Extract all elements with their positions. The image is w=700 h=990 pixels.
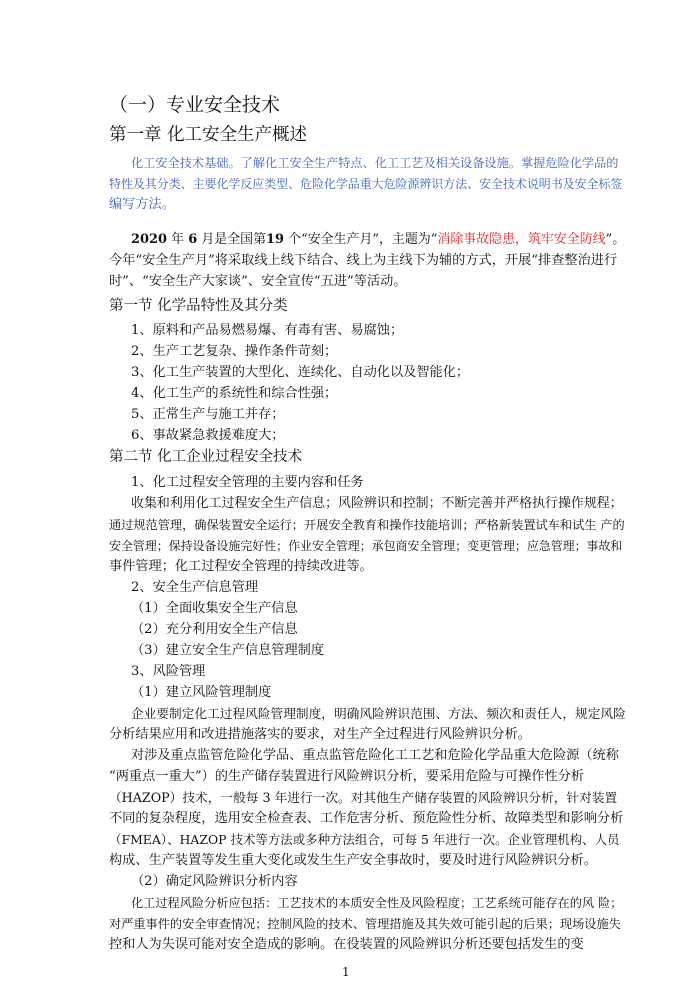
body-line: 分析结果应用和改进措施落实的要求，对生产全过程进行风险辨识分析。 xyxy=(109,727,531,742)
edition-number: 19 xyxy=(266,232,285,247)
list-item: 5、正常生产与施工并存； xyxy=(131,407,285,422)
body-line: 企业要制定化工过程风险管理制度，明确风险辨识范围、方法、频次和责任人，规定风险 xyxy=(131,706,626,721)
intro-line: 编写方法。 xyxy=(109,197,175,212)
list-item: 1、原料和产品易燃易爆、有毒有害、易腐蚀； xyxy=(131,323,404,338)
safety-month-line xyxy=(131,230,625,250)
page-number: 1 xyxy=(342,965,350,979)
list-item: 6、事故紧急救援难度大； xyxy=(131,428,285,443)
sub-item: （2）充分利用安全生产信息 xyxy=(131,622,298,637)
body-line: 对涉及重点监管危险化学品、重点监管危险化工工艺和危险化学品重大危险源（统称 xyxy=(131,748,619,763)
subheading: 1、化工过程安全管理的主要内容和任务 xyxy=(131,475,364,490)
subheading: 2、安全生产信息管理 xyxy=(131,580,259,595)
body-line: （HAZOP）技术，一般每 3 年进行一次。对其他生产储存装置的风险辨识分析，针对装置 xyxy=(109,790,618,805)
theme-text: 消除事故隐患，筑牢安全防线 xyxy=(437,232,606,247)
sub-item: （2）确定风险辨识分析内容 xyxy=(131,874,298,889)
text-segment: ”。 xyxy=(605,232,626,247)
body-line: 安全管理；保持设备设施完好性；作业安全管理；承包商安全管理；变更管理；应急管理；事故和 xyxy=(109,539,623,553)
body-line: 对严重事件的安全审查情况；控制风险的技术、管理措施及其失效可能引起的后果；现场设施失 xyxy=(109,917,621,931)
section1-title: 第一节 化学品特性及其分类 xyxy=(109,298,288,314)
list-item: 3、化工生产装置的大型化、连续化、自动化以及智能化； xyxy=(131,365,470,380)
safety-month-line: 今年“安全生产月”将采取线上线下结合、线上为主线下为辅的方式，开展“排查整治进行 xyxy=(109,253,618,268)
body-line: 通过规范管理，确保装置安全运行；开展安全教育和操作技能培训；严格新装置试车和试生 产的 xyxy=(109,518,625,532)
body-line: “两重点一重大”）的生产储存装置进行风险辨识分析，要采用危险与可操作性分析 xyxy=(109,769,585,784)
month-value: 6 xyxy=(188,232,198,247)
text-segment: 月是全国第 xyxy=(197,232,267,247)
body-line: 收集和利用化工过程安全生产信息；风险辨识和控制；不断完善并严格执行操作规程； xyxy=(131,496,623,511)
list-item: 2、生产工艺复杂、操作条件苛刻； xyxy=(131,344,338,359)
sub-item: （1）全面收集安全生产信息 xyxy=(131,601,298,616)
section2-title: 第二节 化工企业过程安全技术 xyxy=(109,449,303,465)
text-segment: 年 xyxy=(167,232,189,247)
body-line: 不同的复杂程度，选用安全检查表、工作危害分析、预危险性分析、故障类型和影响分析 xyxy=(109,811,624,826)
intro-line: 化工安全技术基础。了解化工安全生产特点、化工工艺及相关设备设施。掌握危险化学品的 xyxy=(131,156,619,170)
text-segment: 个“安全生产月”，主题为“ xyxy=(284,232,438,247)
body-line: 化工过程风险分析应包括：工艺技术的本质安全性及风险程度；工艺系统可能存在的风 险； xyxy=(131,896,623,910)
body-line: 控和人为失误可能对安全造成的影响。在役装置的风险辨识分析还要包括发生的变 xyxy=(109,937,584,952)
body-line: （FMEA）、HAZOP 技术等方法或多种方法组合，可每 5 年进行一次。企业管理机构、人员 xyxy=(109,832,620,847)
year-value: 2020 xyxy=(131,232,168,247)
section-title: （一）专业安全技术 xyxy=(109,94,281,116)
intro-line: 特性及其分类、主要化学反应类型、危险化学品重大危险源辨识方法、安全技术说明书及安全标签 xyxy=(109,177,623,191)
chapter-title: 第一章 化工安全生产概述 xyxy=(109,125,308,145)
sub-item: （3）建立安全生产信息管理制度 xyxy=(131,643,325,658)
list-item: 4、化工生产的系统性和综合性强； xyxy=(131,386,338,401)
body-line: 事件管理；化工过程安全管理的持续改进等。 xyxy=(109,559,373,574)
safety-month-line: 时”、“安全生产大家谈”、安全宣传“五进”等活动。 xyxy=(109,274,407,289)
subheading: 3、风险管理 xyxy=(131,664,206,679)
sub-item: （1）建立风险管理制度 xyxy=(131,685,272,700)
body-line: 构成、生产装置等发生重大变化或发生生产安全事故时，要及时进行风险辨识分析。 xyxy=(109,853,597,868)
